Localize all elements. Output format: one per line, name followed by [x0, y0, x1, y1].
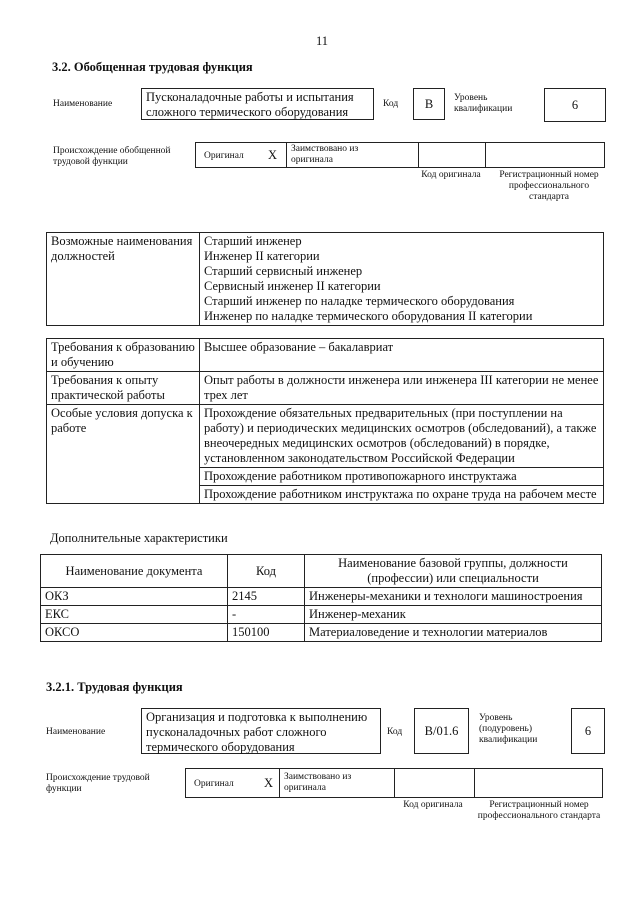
position-item: Старший инженер [204, 234, 302, 248]
tf-name-box [141, 708, 381, 754]
experience-label: Требования к опыту практической работы [47, 372, 200, 405]
gtf-level-value: 6 [571, 98, 579, 112]
special-label: Особые условия допуска к работе [47, 405, 200, 504]
col-header: Наименование базовой группы, должности (профессии) или специальности [305, 555, 602, 588]
level-label: Уровень (подуровень) квалификации [479, 713, 538, 745]
level-label: Уровень квалификации [454, 93, 513, 114]
table-cell: Инженеры-механики и технологи машиностроения [305, 588, 602, 606]
tf-code-value: B/01.6 [424, 724, 459, 738]
original-mark: X [268, 148, 278, 162]
divider [418, 143, 419, 167]
table-cell: 150100 [228, 624, 305, 642]
position-item: Старший сервисный инженер [204, 264, 363, 278]
origin-table [185, 768, 603, 798]
special-list [200, 405, 604, 504]
col-header: Наименование документа [41, 555, 228, 588]
special-item: Прохождение обязательных предварительных (при поступлении на работу) и периодических медицинских осмотров (обследований), а также внеочередных медицинских осмотров (обследований) в порядке, установленном законодательством Российской Федерации [200, 405, 603, 468]
table-cell: ОКЗ [41, 588, 228, 606]
divider [485, 143, 486, 167]
divider [474, 769, 475, 797]
origin-table [195, 142, 605, 168]
divider [286, 143, 287, 167]
code-label: Код [383, 99, 399, 109]
name-label: Наименование [53, 99, 113, 109]
tf-name-value: Организация и подготовка к выполнению пусконаладочных работ сложного термического оборудования [146, 710, 368, 754]
reg-number-caption: Регистрационный номер профессионального стандарта [477, 800, 601, 821]
section-heading: 3.2. Обобщенная трудовая функция [52, 60, 253, 74]
additional-heading: Дополнительные характеристики [50, 531, 228, 545]
borrowed-label: Заимствовано из оригинала [291, 144, 359, 165]
gtf-level-box [544, 88, 606, 122]
table-cell: Инженер-механик [305, 606, 602, 624]
tf-level-value: 6 [584, 724, 592, 738]
requirements-table [46, 338, 604, 504]
code-original-caption: Код оригинала [421, 170, 481, 180]
table-cell: Материаловедение и технологии материалов [305, 624, 602, 642]
code-original-caption: Код оригинала [403, 800, 463, 810]
gtf-name-value: Пусконаладочные работы и испытания сложного термического оборудования [146, 90, 354, 119]
reg-number-caption: Регистрационный номер профессионального стандарта [499, 170, 599, 202]
special-item: Прохождение работником противопожарного инструктажа [200, 468, 603, 486]
table-cell: ЕКС [41, 606, 228, 624]
position-item: Инженер по наладке термического оборудования II категории [204, 309, 533, 323]
table-cell: ОКСО [41, 624, 228, 642]
origin-label: Происхождение обобщенной трудовой функции [53, 146, 171, 167]
experience-value: Опыт работы в должности инженера или инженера III категории не менее трех лет [200, 372, 604, 405]
positions-table [46, 232, 604, 326]
education-label: Требования к образованию и обучению [47, 339, 200, 372]
table-row [41, 606, 602, 624]
origin-label: Происхождение трудовой функции [46, 773, 150, 794]
position-item: Сервисный инженер II категории [204, 279, 381, 293]
name-label: Наименование [46, 727, 106, 737]
table-row [41, 588, 602, 606]
page-number: 11 [316, 34, 329, 48]
divider [394, 769, 395, 797]
table-row [41, 624, 602, 642]
gtf-name-box [141, 88, 374, 120]
original-label: Оригинал [194, 779, 234, 789]
tf-code-box [414, 708, 469, 754]
additional-table [40, 554, 602, 642]
positions-list [200, 233, 604, 326]
subsection-heading: 3.2.1. Трудовая функция [46, 680, 183, 694]
table-cell: 2145 [228, 588, 305, 606]
position-item: Старший инженер по наладке термического оборудования [204, 294, 515, 308]
col-header: Код [228, 555, 305, 588]
positions-label: Возможные наименования должностей [47, 233, 200, 326]
gtf-code-value: B [424, 97, 434, 111]
divider [279, 769, 280, 797]
code-label: Код [387, 727, 403, 737]
original-label: Оригинал [204, 151, 244, 161]
gtf-code-box [413, 88, 445, 120]
borrowed-label: Заимствовано из оригинала [284, 772, 352, 793]
original-mark: X [264, 776, 274, 790]
position-item: Инженер II категории [204, 249, 320, 263]
special-item: Прохождение работником инструктажа по охране труда на рабочем месте [204, 487, 597, 501]
tf-level-box [571, 708, 605, 754]
table-cell: - [228, 606, 305, 624]
education-value: Высшее образование – бакалавриат [200, 339, 604, 372]
